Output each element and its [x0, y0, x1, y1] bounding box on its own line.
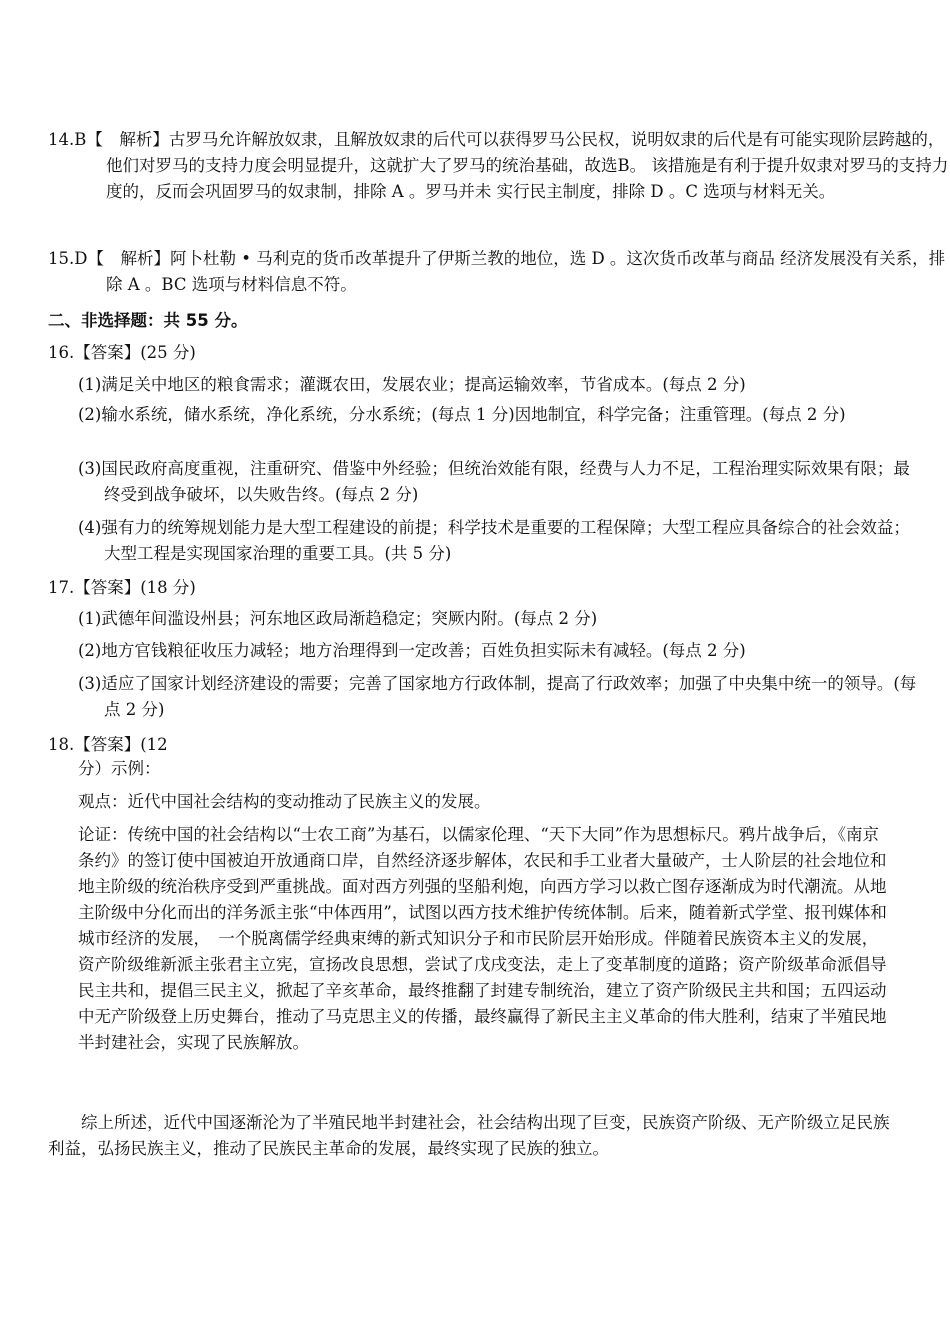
answer-16-header — [48, 340, 893, 366]
answer-16-score: (25 分) — [140, 343, 196, 362]
answer-18-score-cont: 分）示例： — [78, 759, 161, 778]
answer-17-label: 17.【答案】 — [48, 578, 141, 597]
answer-18-label: 18.【答案】 — [48, 735, 141, 754]
answer-14-text: 古罗马允许解放奴隶，且解放奴隶的后代可以获得罗马公民权，说明奴隶的后代是有可能实现阶层跨越的，他们对罗马的支持力度会明显提升，这就扩大了罗马的统治基础，故选B。 该措施是有利于提升奴隶对罗马的支持力度的，反而会巩固罗马的奴隶制，排除 A 。罗马并未 实行民主制度，排除 D 。C 选项与材料无关。 — [106, 130, 949, 201]
answer-17-item-2: (2)地方官钱粮征收压力减轻；地方治理得到一定改善；百姓负担实际未有减轻。(每点 2 分) — [78, 641, 746, 660]
answer-17-item-1: (1)武德年间滥设州县；河东地区政局渐趋稳定；突厥内附。(每点 2 分) — [78, 609, 598, 628]
answer-18-conclusion: 综上所述，近代中国逐渐沦为了半殖民地半封建社会，社会结构出现了巨变，民族资产阶级、无产阶级立足民族利益，弘扬民族主义，推动了民族民主革命的发展，最终实现了民族的独立。 — [48, 1113, 890, 1158]
answer-16-item-2: (2)输水系统，储水系统，净化系统，分水系统；(每点 1 分)因地制宜，科学完备；注重管理。(每点 2 分) — [78, 405, 846, 424]
answer-18-argument: 论证：传统中国的社会结构以“士农工商”为基石，以儒家伦理、“天下大同”作为思想标尺。鸦片战争后，《南京条约》的签订使中国被迫开放通商口岸，自然经济逐步解体，农民和手工业者大量破产，士人阶层的社会地位和地主阶级的统治秩序受到严重挑战。面对西方列强的坚船利炮，向西方学习以救亡图存逐渐成为时代潮流。从地主阶级中分化而出的洋务派主张“中体西用”，试图以西方技术维护传统体制。后来，随着新式学堂、报刊媒体和城市经济的发展， 一个脱离儒学经典束缚的新式知识分子和市民阶层开始形成。伴随着民族资本主义的发展，资产阶级维新派主张君主立宪，宣扬改良思想，尝试了戊戌变法，走上了变革制度的道路；资产阶级革命派倡导民主共和，提倡三民主义，掀起了辛亥革命，最终推翻了封建专制统治，建立了资产阶级民主共和国；五四运动中无产阶级登上历史舞台，推动了马克思主义的传播，最终赢得了新民主主义革命的伟大胜利，结束了半殖民地半封建社会，实现了民族解放。 — [78, 825, 887, 1052]
answer-16-item-1: (1)满足关中地区的粮食需求；灌溉农田，发展农业；提高运输效率，节省成本。(每点 2 分) — [78, 375, 746, 394]
answer-14 — [48, 127, 950, 205]
answer-16-item-3: (3)国民政府高度重视，注重研究、借鉴中外经验；但统治效能有限，经费与人力不足，工程治理实际效果有限；最终受到战争破坏，以失败告终。(每点 2 分) — [78, 459, 910, 504]
answer-17-score: (18 分) — [140, 578, 196, 597]
answer-15-label: 15.D【 解析】 — [48, 249, 170, 268]
section-heading: 二、非选择题：共 55 分。 — [48, 311, 248, 330]
answer-16-label: 16.【答案】 — [48, 343, 141, 362]
answer-17-header — [48, 575, 893, 601]
answer-18-header — [48, 732, 893, 758]
answer-15-text: 阿卜杜勒 • 马利克的货币改革提升了伊斯兰教的地位，选 D 。这次货币改革与商品 经济发展没有关系，排除 A 。BC 选项与材料信息不符。 — [106, 249, 946, 294]
answer-16-item-4: (4)强有力的统筹规划能力是大型工程建设的前提；科学技术是重要的工程保障；大型工程应具备综合的社会效益；大型工程是实现国家治理的重要工具。(共 5 分) — [78, 518, 910, 563]
answer-14-label: 14.B【 解析】 — [48, 130, 169, 149]
answer-15 — [48, 246, 950, 298]
answer-17-item-3: (3)适应了国家计划经济建设的需要；完善了国家地方行政体制，提高了行政效率；加强了中央集中统一的领导。(每点 2 分) — [78, 674, 917, 719]
answer-18-viewpoint: 观点：近代中国社会结构的变动推动了民族主义的发展。 — [78, 792, 491, 811]
answer-18-score: (12 — [140, 735, 168, 754]
